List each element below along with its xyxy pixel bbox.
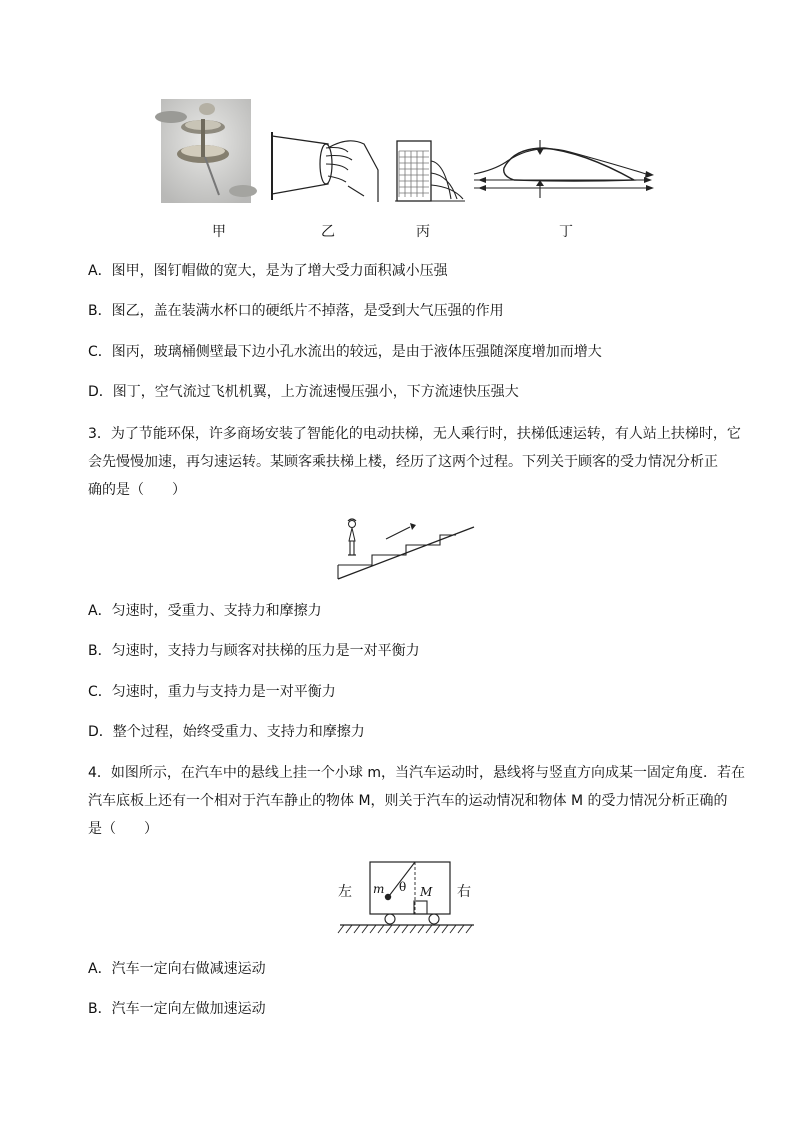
thumbtack-photo (161, 99, 251, 203)
q4-option-a: A．汽车一定向右做减速运动 (88, 961, 266, 977)
label-block-M: M (420, 885, 433, 899)
q3-option-d: D．整个过程，始终受重力、支持力和摩擦力 (88, 724, 365, 740)
q4-stem-line-2: 汽车底板上还有一个相对于汽车静止的物体 M，则关于汽车的运动情况和物体 M 的受力情况分析正确的 (88, 793, 728, 809)
cup-paper-diagram (268, 126, 383, 204)
label-ball-m: m (373, 882, 385, 896)
q4-option-b: B．汽车一定向左做加速运动 (88, 1001, 266, 1017)
q3-option-c: C．匀速时，重力与支持力是一对平衡力 (88, 684, 336, 700)
caption-ding: 丁 (559, 224, 573, 240)
caption-bing: 丙 (416, 224, 430, 240)
escalator-diagram (336, 515, 478, 583)
q3-stem-line-1: 3．为了节能环保，许多商场安装了智能化的电动扶梯，无人乘行时，扶梯低速运转，有人站上扶梯时，它 (88, 426, 741, 442)
q4-stem-line-1: 4．如图所示，在汽车中的悬线上挂一个小球 m，当汽车运动时，悬线将与竖直方向成某一固定角度．若在 (88, 765, 745, 781)
caption-yi: 乙 (321, 224, 335, 240)
q2-option-c: C．图丙，玻璃桶侧壁最下边小孔水流出的较远，是由于液体压强随深度增加而增大 (88, 344, 602, 360)
q3-stem-line-2: 会先慢慢加速，再匀速运转。某顾客乘扶梯上楼，经历了这两个过程。下列关于顾客的受力情况分析正 (88, 454, 718, 470)
q3-option-a: A．匀速时，受重力、支持力和摩擦力 (88, 603, 322, 619)
q2-option-d: D．图丁，空气流过飞机机翼，上方流速慢压强小，下方流速快压强大 (88, 384, 519, 400)
q2-option-b: B．图乙，盖在装满水杯口的硬纸片不掉落，是受到大气压强的作用 (88, 303, 504, 319)
airfoil-diagram (474, 140, 654, 200)
label-theta: θ (399, 880, 407, 894)
caption-jia: 甲 (212, 224, 226, 240)
water-tank-diagram (395, 137, 465, 207)
label-left: 左 (338, 884, 352, 900)
label-right: 右 (457, 884, 471, 900)
q2-option-a: A．图甲，图钉帽做的宽大，是为了增大受力面积减小压强 (88, 263, 448, 279)
q4-stem-line-3: 是（ ） (88, 821, 158, 837)
q3-stem-line-3: 确的是（ ） (88, 482, 186, 498)
q3-option-b: B．匀速时，支持力与顾客对扶梯的压力是一对平衡力 (88, 643, 420, 659)
